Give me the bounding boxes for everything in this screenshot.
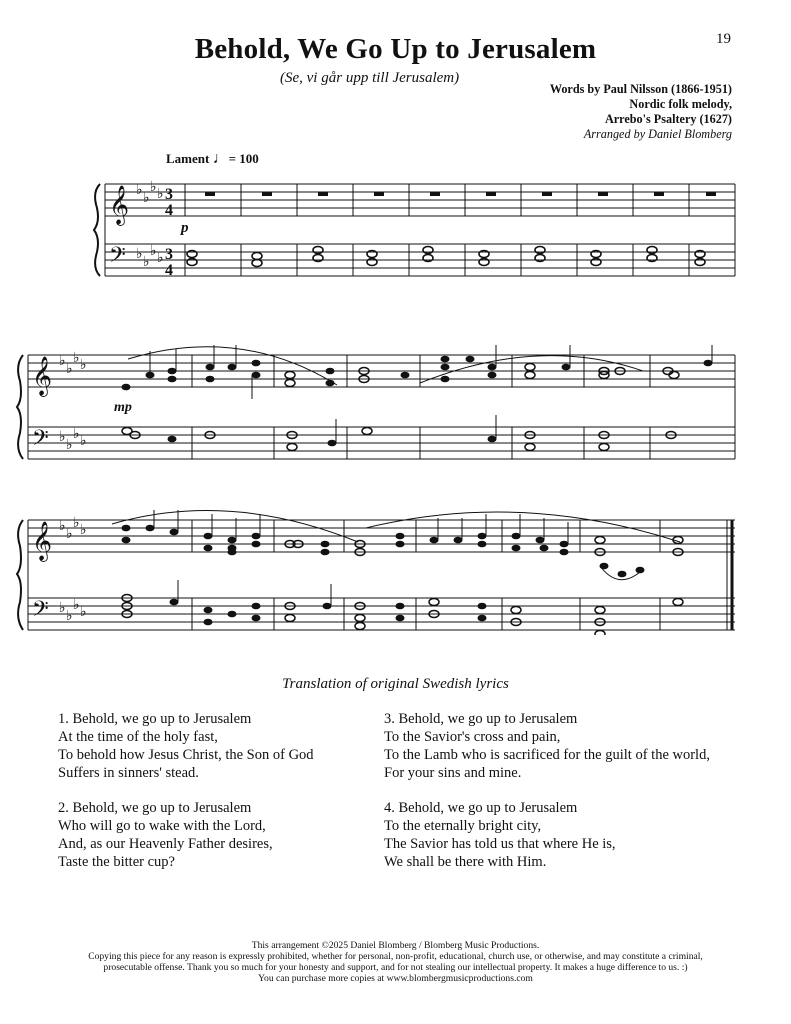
svg-text:♭: ♭	[73, 426, 80, 442]
svg-text:♭: ♭	[143, 190, 150, 206]
svg-text:♭: ♭	[66, 361, 73, 377]
score-system-1	[0, 170, 791, 285]
svg-text:♭: ♭	[80, 357, 87, 373]
svg-text:4: 4	[165, 262, 173, 279]
lyrics-heading: Translation of original Swedish lyrics	[282, 676, 509, 692]
svg-text:♭: ♭	[150, 243, 157, 259]
svg-text:♭: ♭	[59, 600, 66, 616]
verse-line: For your sins and mine.	[384, 765, 522, 781]
svg-text:𝄞: 𝄞	[32, 521, 53, 561]
verse-line: To the eternally bright city,	[384, 818, 542, 834]
footer-line: You can purchase more copies at www.blombergmusicproductions.com	[258, 973, 533, 984]
svg-text:♭: ♭	[59, 429, 66, 445]
page-number: 19	[716, 31, 731, 47]
verse-1	[58, 710, 314, 782]
verse-3	[384, 710, 710, 782]
verse-line: To behold how Jesus Christ, the Son of God	[58, 747, 314, 763]
svg-text:𝄞: 𝄞	[109, 185, 130, 225]
verse-line: And, as our Heavenly Father desires,	[58, 836, 273, 852]
verse-line: 3. Behold, we go up to Jerusalem	[384, 711, 578, 727]
dynamic-p: p	[181, 220, 189, 236]
score-system-3	[0, 510, 791, 635]
svg-text:♭: ♭	[157, 186, 164, 202]
svg-text:♭: ♭	[73, 350, 80, 366]
verse-2	[58, 799, 273, 871]
svg-text:𝄞: 𝄞	[32, 356, 53, 396]
score-system-2	[0, 345, 791, 465]
svg-text:4: 4	[165, 202, 173, 219]
svg-text:♭: ♭	[73, 515, 80, 531]
verse-line: We shall be there with Him.	[384, 854, 547, 870]
quarter-note-icon: ♩	[212, 150, 229, 167]
melody-source-credit: Arrebo's Psaltery (1627)	[604, 112, 732, 126]
svg-text:♭: ♭	[80, 522, 87, 538]
svg-text:♭: ♭	[66, 437, 73, 453]
verse-4	[384, 799, 616, 871]
verse-line: Taste the bitter cup?	[58, 854, 175, 870]
footer-line: prosecutable offense. Thank you so much for your honesty and support, and for not stealing our intellectual property. It makes a huge difference to us. :)	[103, 962, 688, 973]
svg-text:♭: ♭	[136, 246, 143, 262]
svg-text:3: 3	[165, 186, 173, 203]
tempo-marking	[166, 150, 259, 168]
svg-text:♭: ♭	[143, 254, 150, 270]
footer-line: Copying this piece for any reason is expressly prohibited, whether for personal, non-profit, educational, church use, or otherwise, and may constitute a criminal,	[88, 951, 703, 962]
verse-line: 2. Behold, we go up to Jerusalem	[58, 800, 252, 816]
lyricist-credit: Words by Paul Nilsson (1866-1951)	[549, 82, 732, 96]
verse-line: To the Lamb who is sacrificed for the guilt of the world,	[384, 747, 710, 763]
svg-text:♭: ♭	[66, 608, 73, 624]
svg-text:𝄢: 𝄢	[109, 243, 126, 273]
svg-text:♭: ♭	[59, 353, 66, 369]
footer-line: This arrangement ©2025 Daniel Blomberg / Blomberg Music Productions.	[251, 940, 540, 951]
verse-line: The Savior has told us that where He is,	[384, 836, 616, 852]
subtitle: (Se, vi går upp till Jerusalem)	[280, 70, 460, 86]
arranger-credit: Arranged by Daniel Blomberg	[583, 127, 732, 141]
svg-text:♭: ♭	[59, 518, 66, 534]
tempo-bpm: = 100	[228, 151, 259, 166]
svg-text:♭: ♭	[80, 604, 87, 620]
svg-text:𝄢: 𝄢	[32, 597, 49, 627]
copyright-footer	[0, 940, 791, 984]
svg-text:♭: ♭	[73, 597, 80, 613]
credits-block	[550, 82, 732, 142]
verse-line: Suffers in sinners' stead.	[58, 765, 199, 781]
svg-text:♭: ♭	[66, 526, 73, 542]
verse-line: Who will go to wake with the Lord,	[58, 818, 266, 834]
page-title: Behold, We Go Up to Jerusalem	[194, 33, 597, 65]
tempo-word: Lament	[166, 151, 210, 166]
melody-credit: Nordic folk melody,	[629, 97, 732, 111]
dynamic-mp: mp	[114, 400, 132, 415]
verse-line: To the Savior's cross and pain,	[384, 729, 561, 745]
svg-text:♭: ♭	[136, 182, 143, 198]
svg-text:♭: ♭	[157, 250, 164, 266]
verse-line: 4. Behold, we go up to Jerusalem	[384, 800, 578, 816]
verse-line: At the time of the holy fast,	[58, 729, 218, 745]
svg-text:♭: ♭	[80, 433, 87, 449]
svg-text:3: 3	[165, 246, 173, 263]
verse-line: 1. Behold, we go up to Jerusalem	[58, 711, 252, 727]
svg-text:♭: ♭	[150, 179, 157, 195]
svg-text:𝄢: 𝄢	[32, 426, 49, 456]
